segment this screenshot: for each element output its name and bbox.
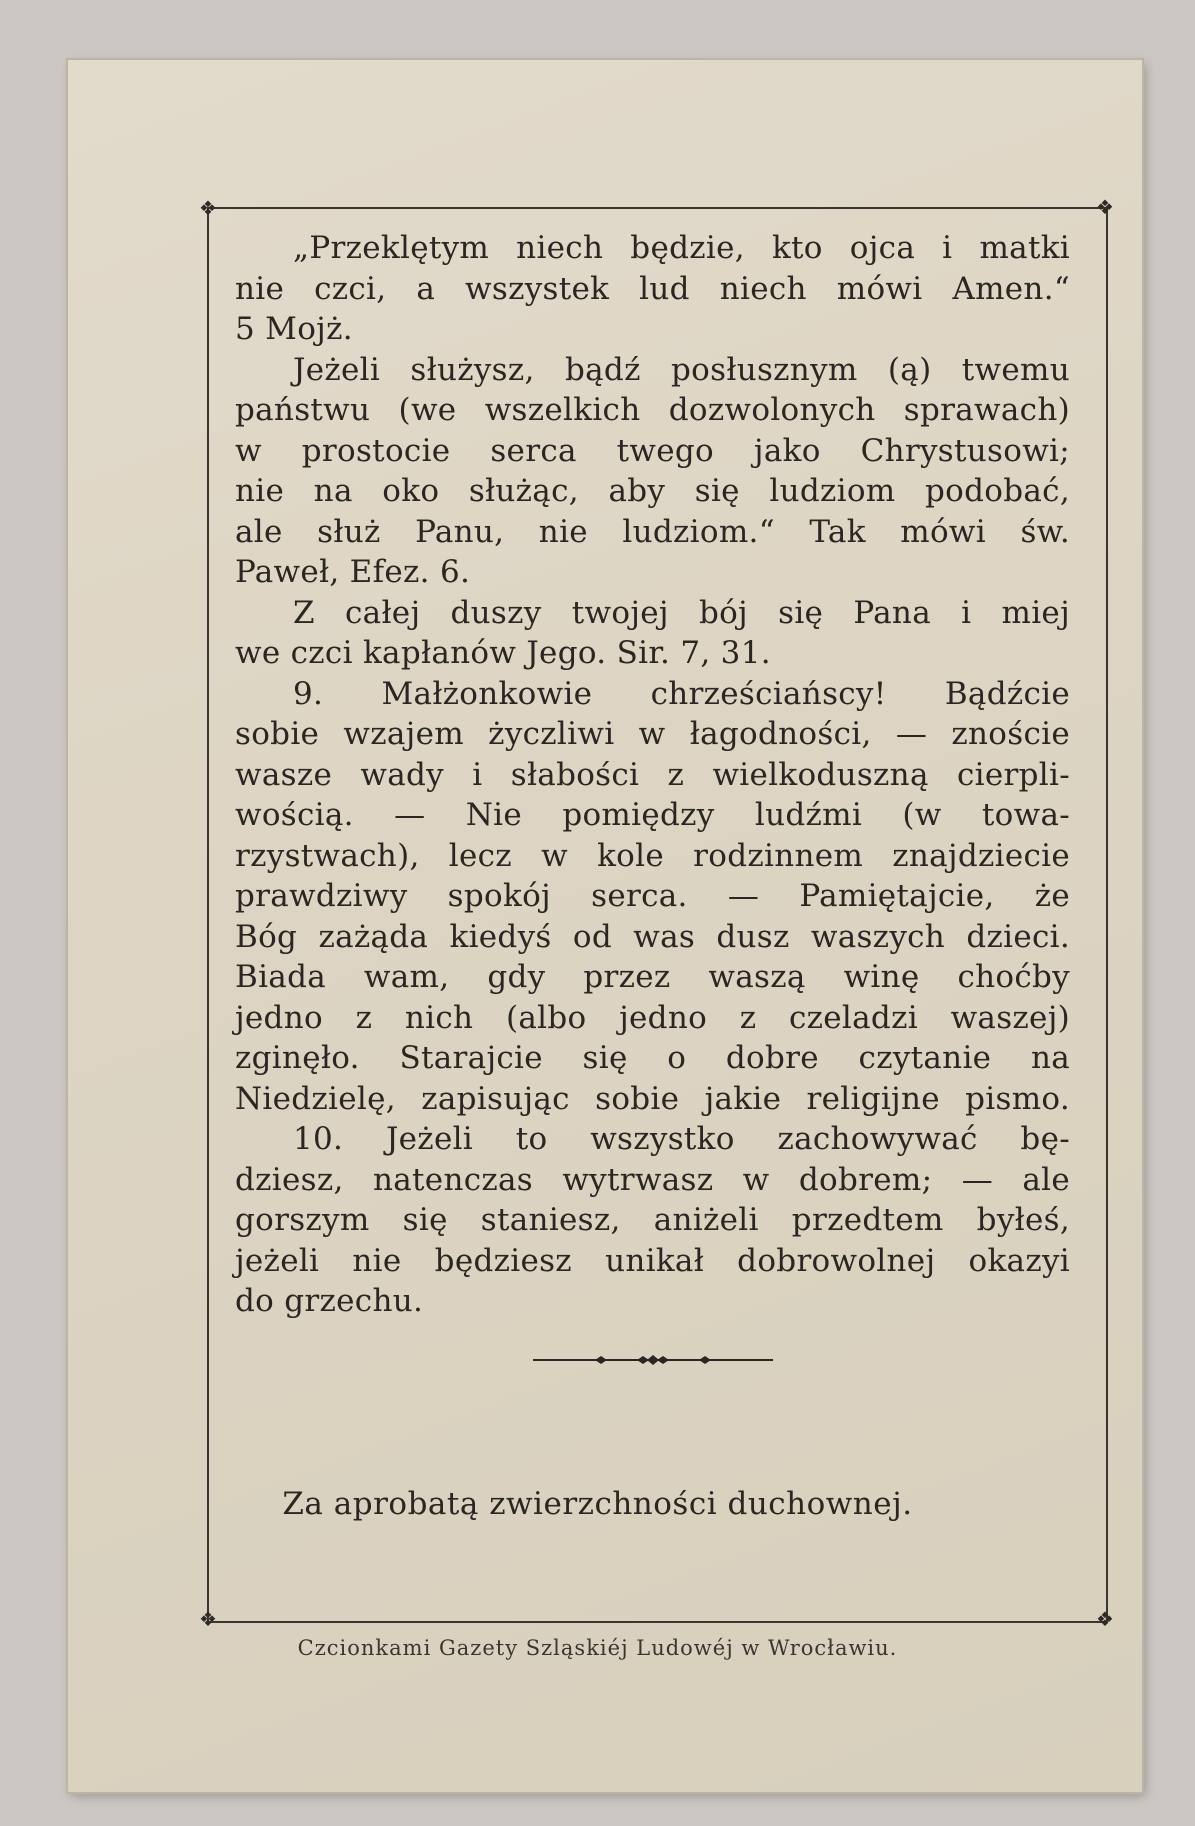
text-line: wasze wady i słabości z wielkoduszną cierpli- xyxy=(235,756,1070,793)
text-line: dziesz, natenczas wytrwasz w dobrem; — ale xyxy=(235,1161,1070,1198)
corner-ornament-top-left: ❖ xyxy=(199,196,217,220)
text-line: Z całej duszy twojej bój się Pana i miej xyxy=(293,594,1070,631)
text-line: wością. — Nie pomiędzy ludźmi (w towa- xyxy=(235,797,1070,833)
divider-ornament xyxy=(533,1353,773,1367)
approval-note: Za aprobatą zwierzchności duchownej. xyxy=(282,1486,913,1522)
text-line: rzystwach), lecz w kole rodzinnem znajdziecie xyxy=(235,837,1070,874)
text-line: Biada wam, gdy przez waszą winę choćby xyxy=(235,959,1070,995)
text-line: 5 Mojż. xyxy=(235,311,353,347)
corner-ornament-bottom-left: ❖ xyxy=(199,1607,217,1631)
text-line: sobie wzajem życzliwi w łagodności, — znoście xyxy=(235,716,1070,752)
text-line: nie czci, a wszystek lud niech mówi Amen.“ xyxy=(235,270,1070,307)
text-line: „Przeklętym niech będzie, kto ojca i matki xyxy=(293,230,1070,266)
text-line: Jeżeli służysz, bądź posłusznym (ą) twemu xyxy=(293,351,1070,388)
text-line: gorszym się staniesz, aniżeli przedtem byłeś, xyxy=(235,1202,1070,1238)
text-line: jedno z nich (albo jedno z czeladzi waszej) xyxy=(235,999,1070,1036)
text-line: państwu (we wszelkich dozwolonych sprawach) xyxy=(235,392,1070,428)
text-line: do grzechu. xyxy=(235,1283,424,1319)
text-line: jeżeli nie będziesz unikał dobrowolnej okazyi xyxy=(235,1242,1070,1279)
text-line: 9. Małżonkowie chrześciańscy! Bądźcie xyxy=(293,675,1070,712)
text-line: Bóg zażąda kiedyś od was dusz waszych dzieci. xyxy=(235,918,1070,955)
text-line: we czci kapłanów Jego. Sir. 7, 31. xyxy=(235,635,771,671)
text-line: zginęło. Starajcie się o dobre czytanie na xyxy=(235,1040,1070,1076)
body-text xyxy=(235,228,1070,1322)
corner-ornament-top-right: ❖ xyxy=(1096,195,1114,219)
printer-footer: Czcionkami Gazety Szląskiéj Ludowéj w Wrocławiu. xyxy=(297,1636,898,1660)
text-line: ale służ Panu, nie ludziom.“ Tak mówi św. xyxy=(235,513,1070,550)
text-line: prawdziwy spokój serca. — Pamiętajcie, że xyxy=(235,878,1070,914)
text-line: Paweł, Efez. 6. xyxy=(235,554,471,590)
text-line: 10. Jeżeli to wszystko zachowywać bę- xyxy=(293,1121,1070,1157)
text-line: nie na oko służąc, aby się ludziom podobać, xyxy=(235,473,1070,509)
text-line: Niedzielę, zapisując sobie jakie religijne pismo. xyxy=(235,1080,1070,1117)
corner-ornament-bottom-right: ❖ xyxy=(1096,1607,1114,1631)
text-line: w prostocie serca twego jako Chrystusowi; xyxy=(235,432,1070,469)
